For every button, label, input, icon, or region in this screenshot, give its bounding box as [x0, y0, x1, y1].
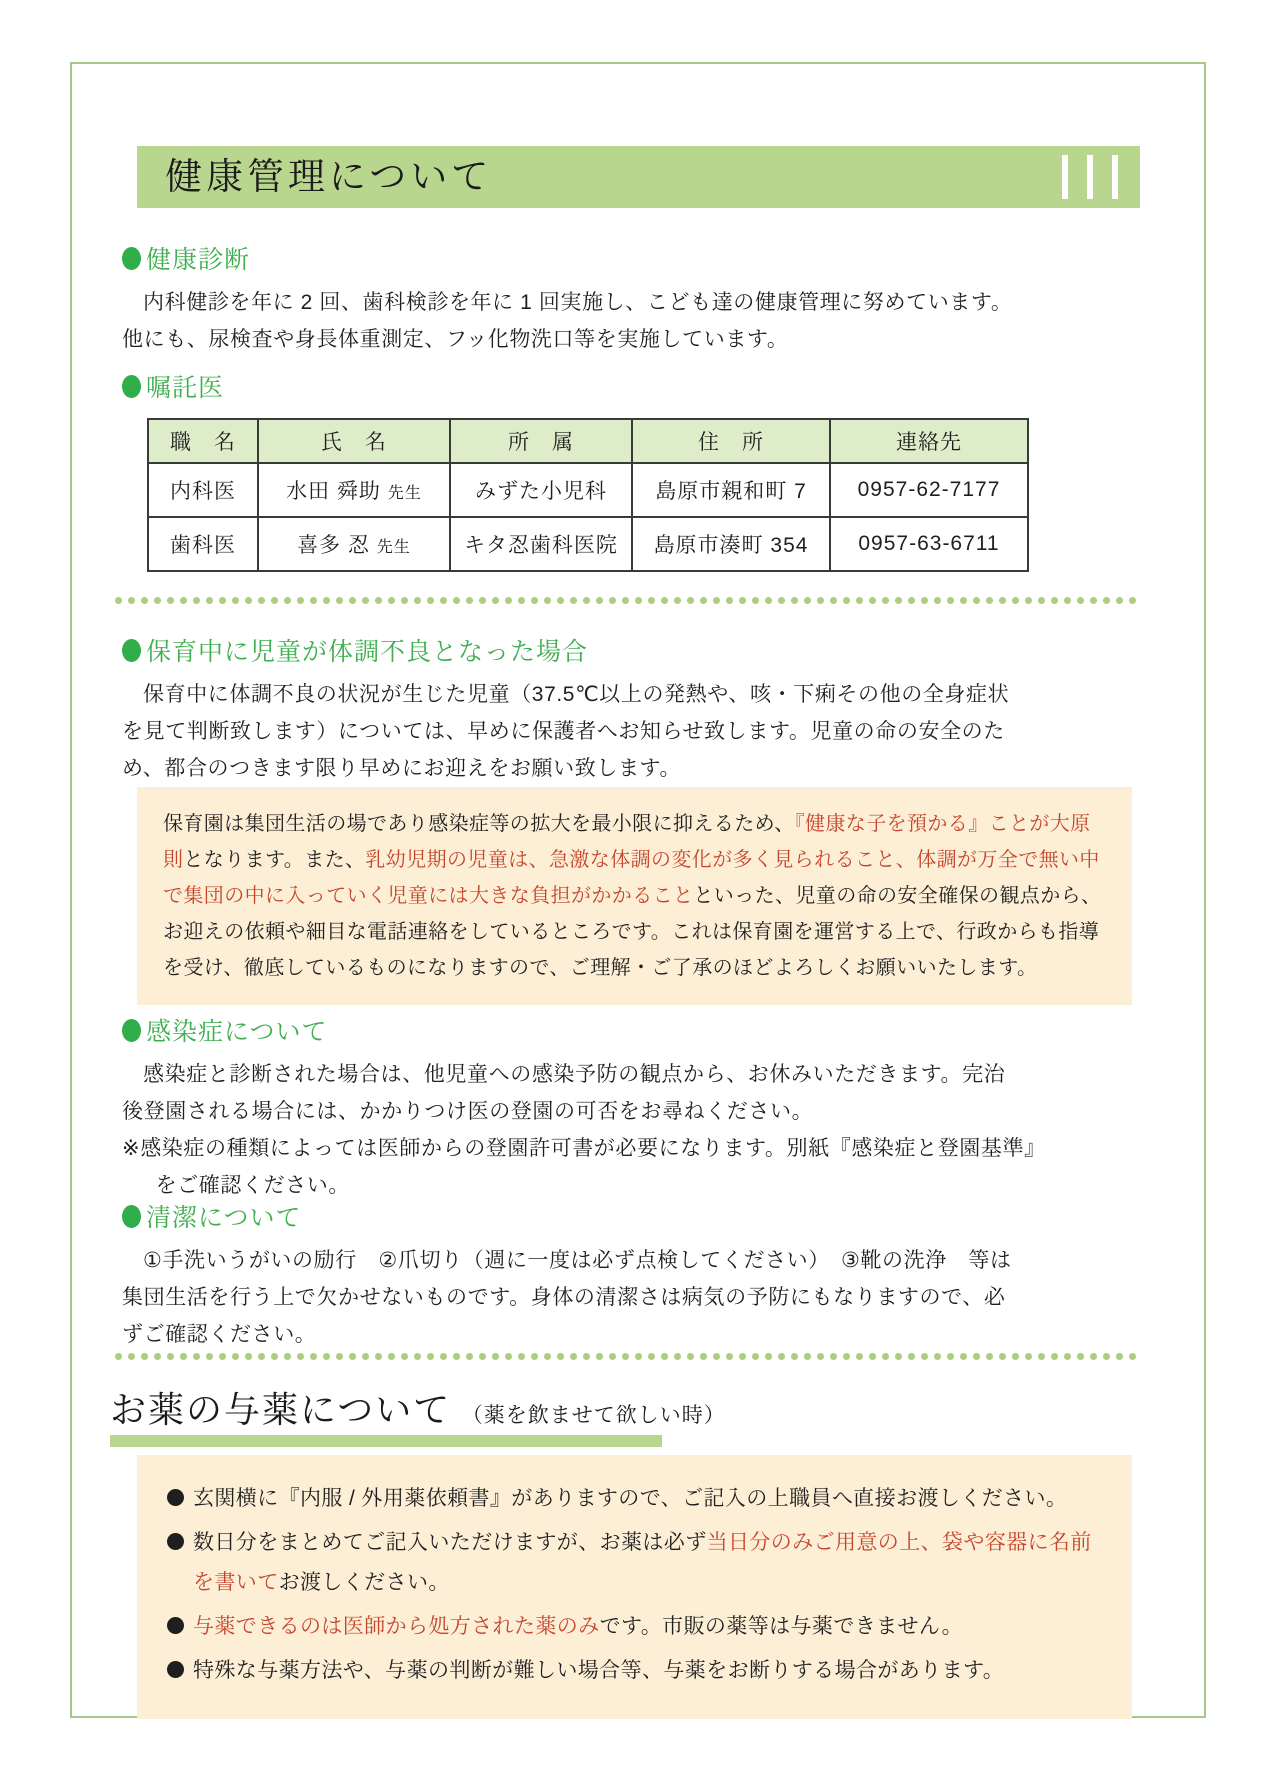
- infection-policy-note-box: [137, 787, 1132, 1005]
- cleanliness-body: ①手洗いうがいの励行 ②爪切り（週に一度は必ず点検してください） ③靴の洗浄 等は集団生活を行う上で欠かせないものです。身体の清潔さは病気の予防にもなりますので、必ずご確認ください。: [122, 1249, 1012, 1346]
- medication-heading-note: （薬を飲ませて欲しい時）: [461, 1404, 726, 1427]
- medication-section-heading: [110, 1382, 726, 1447]
- green-bullet-icon: [122, 247, 141, 270]
- section-heading-cleanliness: [122, 1198, 1022, 1234]
- green-bullet-icon: [122, 375, 141, 398]
- black-bullet-icon: [167, 1533, 184, 1550]
- section-heading-label: 嘱託医: [146, 374, 225, 402]
- page-title-banner: [137, 146, 1140, 208]
- doctor-honorific: 先生: [376, 539, 411, 556]
- cell-name: [258, 463, 450, 517]
- dotted-divider: [112, 1352, 1138, 1361]
- black-bullet-icon: [167, 1617, 184, 1634]
- medication-list-item: [167, 1607, 1102, 1647]
- heading-underline-bar: [110, 1435, 662, 1447]
- infectious-disease-note: ※感染症の種類によっては医師からの登園許可書が必要になります。別紙『感染症と登園基準』をご確認ください。: [122, 1137, 1046, 1197]
- green-bullet-icon: [122, 1019, 141, 1042]
- infection-policy-note-text: 保育園は集団生活の場であり感染症等の拡大を最小限に抑えるため、『健康な子を預かる』ことが大原則となります。また、乳幼児期の児童は、急激な体調の変化が多く見られること、体調が万全で無い中で集団の中に入っていく児童には大きな負担がかかることといった、児童の命の安全確保の観点から、お迎えの依頼や細目な電話連絡をしているところです。これは保育園を運営する上で、行政からも指導を受け、徹底しているものになりますので、ご理解・ご了承のほどよろしくお願いいたします。: [163, 813, 1102, 979]
- cell-role: 歯科医: [148, 517, 258, 571]
- cell-phone: 0957-63-6711: [830, 517, 1028, 571]
- section-doctors: [122, 368, 1022, 572]
- doctor-name: 喜多 忍: [297, 534, 370, 557]
- section-heading-doctors: [122, 368, 1022, 404]
- section-heading-label: 健康診断: [146, 246, 251, 274]
- section-heading-label: 保育中に児童が体調不良となった場合: [146, 638, 589, 666]
- page-title: 健康管理について: [165, 156, 493, 197]
- doctor-name: 水田 舜助: [286, 480, 381, 503]
- column-header-affiliation: 所 属: [450, 419, 632, 463]
- doctor-table: [147, 418, 1029, 572]
- section-health-checkup: [122, 240, 1022, 358]
- dotted-divider: [112, 596, 1138, 605]
- section-heading-health-checkup: [122, 240, 1022, 276]
- medication-item-text: 玄関横に『内服 / 外用薬依頼書』がありますので、ご記入の上職員へ直接お渡しください。: [193, 1487, 1068, 1510]
- medication-list-item: [167, 1479, 1102, 1519]
- green-bullet-icon: [122, 639, 141, 662]
- cell-affiliation: キタ忍歯科医院: [450, 517, 632, 571]
- section-heading-infectious-disease: [122, 1012, 1022, 1048]
- black-bullet-icon: [167, 1661, 184, 1678]
- medication-item-text: 数日分をまとめてご記入いただけますが、お薬は必ず当日分のみご用意の上、袋や容器に名前を書いてお渡しください。: [193, 1531, 1092, 1594]
- section-sick-during-care: [122, 632, 1022, 787]
- black-bullet-icon: [167, 1489, 184, 1506]
- cell-affiliation: みずた小児科: [450, 463, 632, 517]
- infectious-disease-body: 感染症と診断された場合は、他児童への感染予防の観点から、お休みいただきます。完治後登園される場合には、かかりつけ医の登園の可否をお尋ねください。: [122, 1063, 1006, 1123]
- section-infectious-disease: [122, 1012, 1046, 1204]
- section-heading-label: 感染症について: [146, 1018, 328, 1046]
- health-checkup-body: 内科健診を年に 2 回、歯科検診を年に 1 回実施し、こども達の健康管理に努めています。他にも、尿検査や身長体重測定、フッ化物洗口等を実施しています。: [122, 291, 1013, 351]
- medication-item-text: 特殊な与薬方法や、与薬の判断が難しい場合等、与薬をお断りする場合があります。: [193, 1659, 1005, 1682]
- column-header-phone: 連絡先: [830, 419, 1028, 463]
- table-row-internist: [148, 463, 1028, 517]
- doctor-table-header-row: [148, 419, 1028, 463]
- doctor-honorific: 先生: [387, 485, 422, 502]
- banner-decoration-bars: [1062, 155, 1118, 199]
- medication-list-item: [167, 1523, 1102, 1603]
- cell-address: 島原市親和町 7: [632, 463, 830, 517]
- cell-name: [258, 517, 450, 571]
- medication-list-item: [167, 1651, 1102, 1691]
- medication-heading-title: お薬の与薬について: [110, 1389, 452, 1430]
- sick-during-care-body: 保育中に体調不良の状況が生じた児童（37.5℃以上の発熱や、咳・下痢その他の全身症状を見て判断致します）については、早めに保護者へお知らせ致します。児童の命の安全のため、都合のつきます限り早めにお迎えをお願い致します。: [122, 683, 1010, 780]
- cell-role: 内科医: [148, 463, 258, 517]
- medication-rules-box: [137, 1455, 1132, 1719]
- column-header-role: 職 名: [148, 419, 258, 463]
- column-header-name: 氏 名: [258, 419, 450, 463]
- medication-item-text: 与薬できるのは医師から処方された薬のみです。市販の薬等は与薬できません。: [193, 1615, 963, 1638]
- section-heading-label: 清潔について: [146, 1204, 302, 1232]
- cell-address: 島原市湊町 354: [632, 517, 830, 571]
- table-row-dentist: [148, 517, 1028, 571]
- section-cleanliness: [122, 1198, 1022, 1353]
- cell-phone: 0957-62-7177: [830, 463, 1028, 517]
- vertical-bar-icon: [1087, 155, 1093, 199]
- vertical-bar-icon: [1112, 155, 1118, 199]
- vertical-bar-icon: [1062, 155, 1068, 199]
- section-heading-sick-during-care: [122, 632, 1022, 668]
- column-header-address: 住 所: [632, 419, 830, 463]
- green-bullet-icon: [122, 1205, 141, 1228]
